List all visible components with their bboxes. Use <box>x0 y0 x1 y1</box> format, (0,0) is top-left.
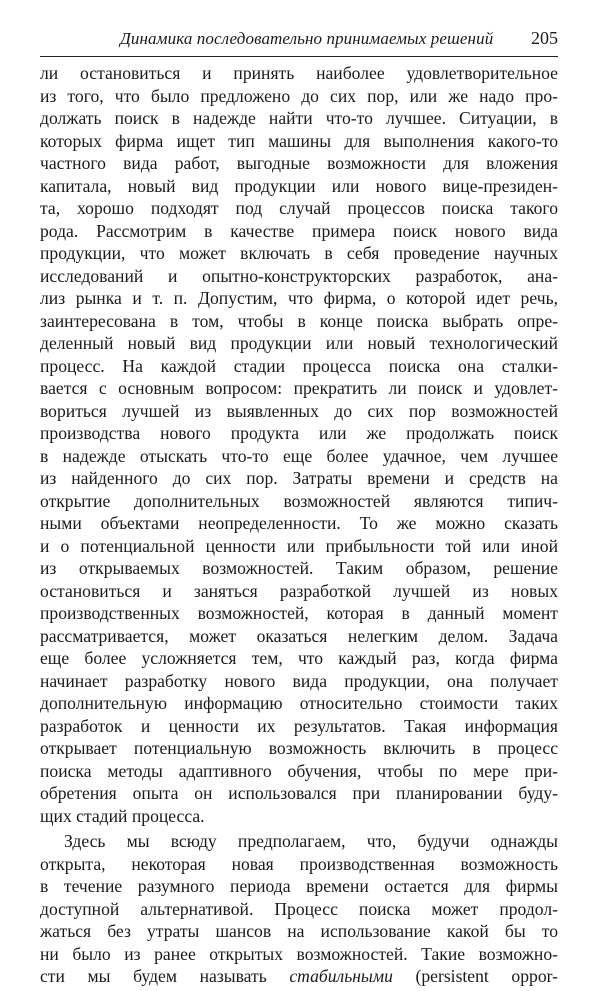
text-line: производственных возможностей, которая в данный момент <box>40 603 558 623</box>
paragraph-2 <box>40 830 558 988</box>
text-line: из открываемых возможностей. Таким образом, решение <box>40 558 558 578</box>
text-line: рассматривается, может оказаться нелегким делом. Задача <box>40 625 558 646</box>
page-number: 205 <box>531 28 558 48</box>
text-line: вается с основным вопросом: прекратить ли поиск и удовлет- <box>40 378 558 398</box>
text-fragment: (persistent oppor- <box>415 966 558 986</box>
paragraph-1 <box>40 62 558 827</box>
body-text <box>40 62 558 988</box>
running-title: Динамика последовательно принимаемых решений <box>120 29 494 48</box>
text-line: начинает разработку нового вида продукции, она получает <box>40 670 558 691</box>
text-line: в течение разумного периода времени остается для фирмы <box>40 876 558 896</box>
text-line: ни было из ранее открытых возможностей. Такие возможно- <box>40 943 558 964</box>
text-line: щих стадий процесса. <box>40 805 205 826</box>
text-line: жаться без утраты шансов на использование какой бы то <box>40 921 558 941</box>
text-line: та, хорошо подходят под случай процессов поиска такого <box>40 198 558 218</box>
text-line: открывает потенциальную возможность включить в процесс <box>40 738 558 758</box>
text-line: из найденного до сих пор. Затраты времени и средств на <box>40 468 558 488</box>
text-line: капитала, новый вид продукции или нового вице-президен- <box>40 175 558 196</box>
text-line: частного вида работ, выгодные возможности для вложения <box>40 153 558 173</box>
text-line: ли остановиться и принять наиболее удовлетворительное <box>40 63 558 83</box>
text-line: открыта, некоторая новая производственная возможность <box>40 853 558 874</box>
text-line: вориться лучшей из выявленных до сих пор возможностей <box>40 400 558 421</box>
text-line <box>40 965 558 988</box>
text-line: доступной альтернативой. Процесс поиска может продол- <box>40 898 558 919</box>
text-line: должать поиск в надежде найти что-то лучшее. Ситуации, в <box>40 108 558 128</box>
running-head <box>40 28 558 57</box>
text-line: процесс. На каждой стадии процесса поиска она сталки- <box>40 355 558 376</box>
text-line: еще более усложняется тем, что каждый раз, когда фирма <box>40 648 558 668</box>
text-line: из того, что было предложено до сих пор, или же надо про- <box>40 85 558 106</box>
text-line: лиз рынка и т. п. Допустим, что фирма, о которой идет речь, <box>40 288 558 308</box>
text-line: обретения опыта он использовался при планировании буду- <box>40 783 558 803</box>
text-line: исследований и опытно-конструкторских разработок, ана- <box>40 265 558 286</box>
text-line: заинтересована в том, чтобы в конце поиска выбрать опре- <box>40 310 558 331</box>
text-line: производства нового продукта или же продолжать поиск <box>40 423 558 443</box>
text-line: остановиться и заняться разработкой лучшей из новых <box>40 580 558 601</box>
text-line: рода. Рассмотрим в качестве примера поиск нового вида <box>40 220 558 241</box>
italic-term: стабильными <box>289 966 393 986</box>
book-page <box>40 28 558 991</box>
text-fragment: сти мы будем называть <box>40 966 267 986</box>
text-line: дополнительную информацию относительно стоимости таких <box>40 693 558 713</box>
text-line: ными объектами неопределенности. То же можно сказать <box>40 513 558 533</box>
text-line: поиска методы адаптивного обучения, чтобы по мере при- <box>40 760 558 781</box>
text-line: Здесь мы всюду предполагаем, что, будучи однажды <box>64 831 558 851</box>
text-line: и о потенциальной ценности или прибыльности той или иной <box>40 535 558 556</box>
text-line: открытие дополнительных возможностей являются типич- <box>40 490 558 511</box>
text-line: которых фирма ищет тип машины для выполнения какого-то <box>40 130 558 151</box>
text-line: разработок и ценности их результатов. Такая информация <box>40 715 558 736</box>
text-line: продукции, что может включать в себя проведение научных <box>40 243 558 263</box>
text-line: в надежде отыскать что-то еще более удачное, чем лучшее <box>40 445 558 466</box>
text-line: деленный новый вид продукции или новый технологический <box>40 333 558 353</box>
